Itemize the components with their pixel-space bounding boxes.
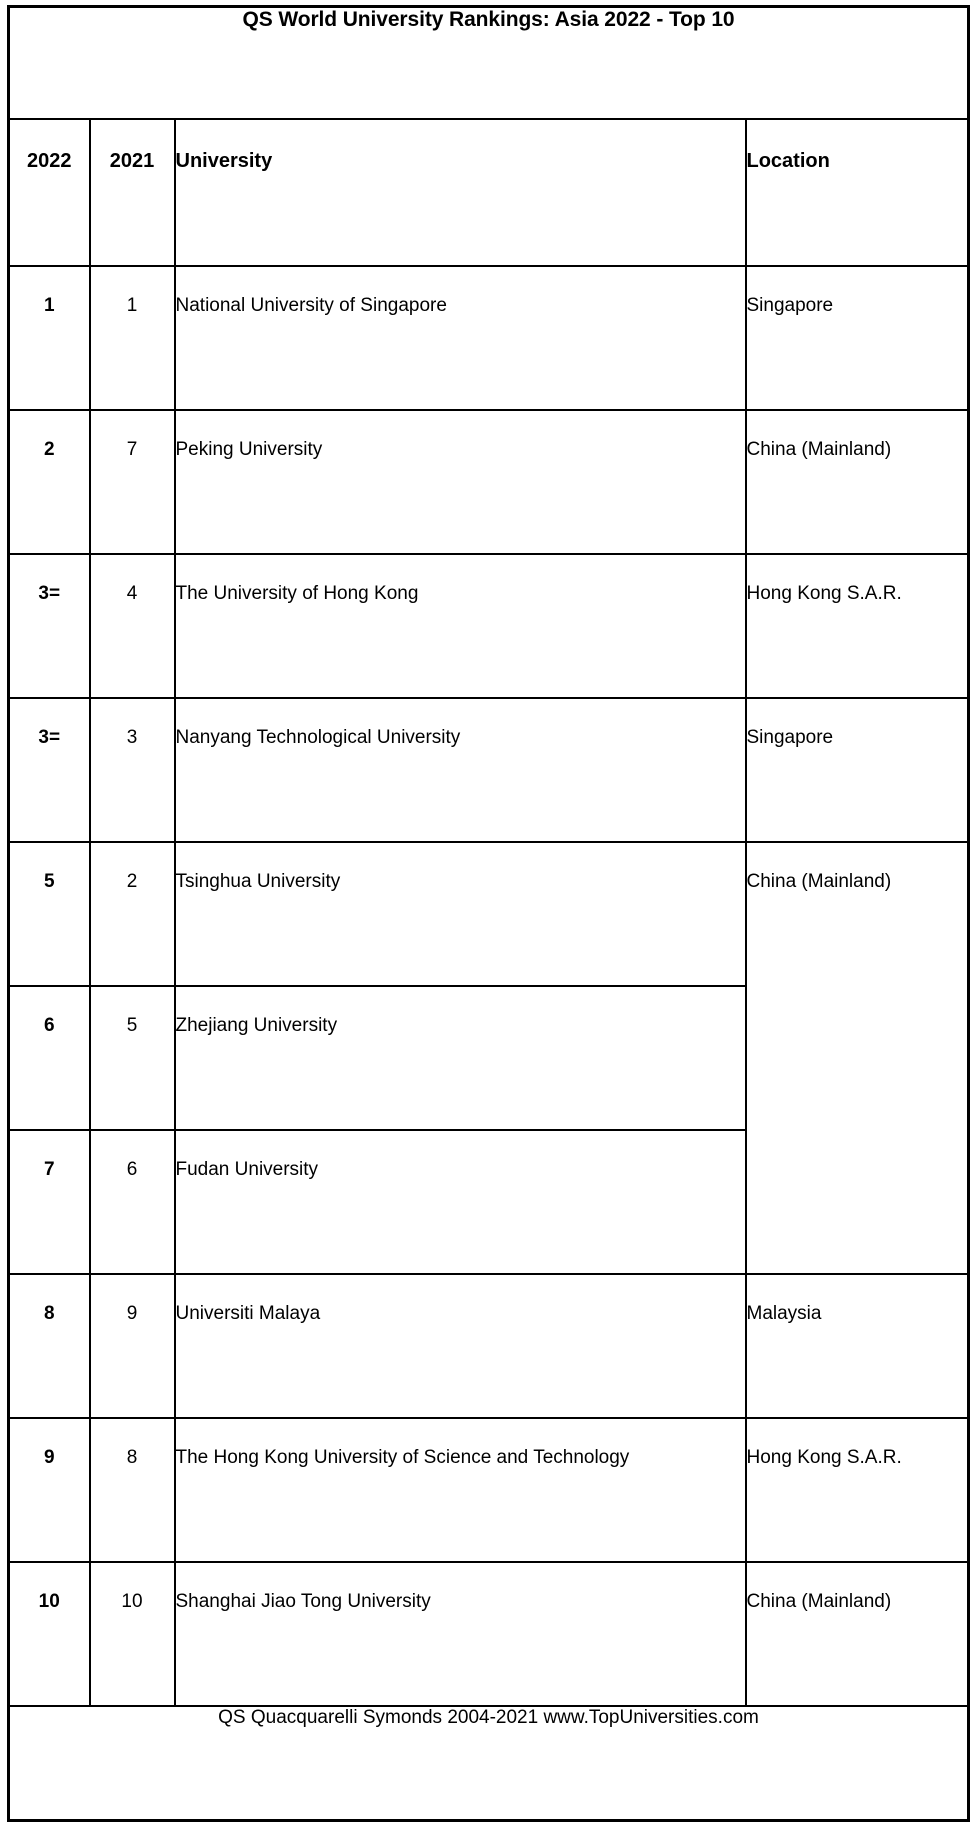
table-footer-row [9,1706,969,1821]
cell-rank-2021: 1 [90,266,175,410]
cell-rank-2021: 8 [90,1418,175,1562]
page-title: QS World University Rankings: Asia 2022 - Top 10 [9,7,969,120]
cell-university: Fudan University [175,1130,746,1274]
table-row [9,266,969,410]
cell-university: Tsinghua University [175,842,746,986]
cell-rank-2022: 8 [9,1274,90,1418]
table-row [9,410,969,554]
cell-rank-2021: 5 [90,986,175,1130]
attribution-text: QS Quacquarelli Symonds 2004-2021 www.TopUniversities.com [9,1706,969,1821]
cell-rank-2021: 3 [90,698,175,842]
column-header-location: Location [746,119,969,266]
table-row [9,1274,969,1418]
cell-university: The University of Hong Kong [175,554,746,698]
cell-rank-2022: 1 [9,266,90,410]
cell-rank-2021: 2 [90,842,175,986]
table-row [9,698,969,842]
cell-location: Singapore [746,698,969,842]
cell-rank-2022: 9 [9,1418,90,1562]
cell-university: Nanyang Technological University [175,698,746,842]
cell-rank-2022: 2 [9,410,90,554]
cell-rank-2022: 3= [9,554,90,698]
cell-rank-2022: 6 [9,986,90,1130]
title-row [9,7,969,120]
cell-university: Peking University [175,410,746,554]
cell-location: Singapore [746,266,969,410]
cell-rank-2022: 10 [9,1562,90,1706]
cell-rank-2022: 5 [9,842,90,986]
cell-university: The Hong Kong University of Science and Technology [175,1418,746,1562]
cell-university: National University of Singapore [175,266,746,410]
cell-rank-2021: 10 [90,1562,175,1706]
cell-university: Zhejiang University [175,986,746,1130]
cell-rank-2021: 7 [90,410,175,554]
table-row [9,554,969,698]
table-row [9,1562,969,1706]
cell-rank-2021: 4 [90,554,175,698]
cell-location: Malaysia [746,1274,969,1418]
cell-location: China (Mainland) [746,1562,969,1706]
cell-location-merged: China (Mainland) [746,842,969,1274]
column-header-rank-2021: 2021 [90,119,175,266]
table-row [9,1418,969,1562]
rankings-table [7,5,970,1822]
cell-location: Hong Kong S.A.R. [746,554,969,698]
table-header-row [9,119,969,266]
table-row [9,842,969,986]
cell-location: Hong Kong S.A.R. [746,1418,969,1562]
cell-rank-2021: 6 [90,1130,175,1274]
cell-university: Shanghai Jiao Tong University [175,1562,746,1706]
cell-university: Universiti Malaya [175,1274,746,1418]
cell-location: China (Mainland) [746,410,969,554]
column-header-rank-2022: 2022 [9,119,90,266]
column-header-university: University [175,119,746,266]
cell-rank-2022: 7 [9,1130,90,1274]
cell-rank-2021: 9 [90,1274,175,1418]
cell-rank-2022: 3= [9,698,90,842]
